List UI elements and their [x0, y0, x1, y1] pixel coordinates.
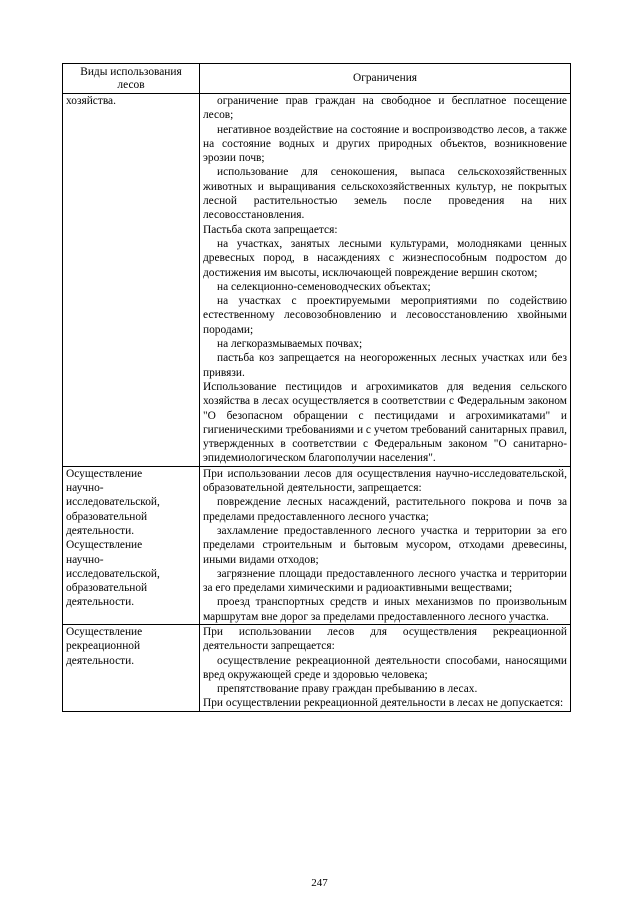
forest-use-type-line: Осуществление — [66, 625, 143, 638]
table-body — [63, 94, 571, 712]
forest-use-type-line: исследовательской, — [66, 567, 160, 580]
header-forest-use-types: Виды использования лесов — [63, 64, 200, 94]
forest-use-type-cell — [63, 466, 200, 624]
forest-use-type-line: деятельности. — [66, 596, 135, 609]
restriction-paragraph: При использовании лесов для осуществления рекреационной деятельности запрещается: — [203, 625, 567, 653]
restriction-paragraph: на участках с проектируемыми мероприятиями по содействию естественному лесовозобновлению и лесовосстановлению хвойными породами; — [203, 295, 567, 336]
restriction-paragraph: на участках, занятых лесными культурами, молодняками ценных древесных пород, в насаждениях с жизнеспособным подростом до достижения им высоты, исключающей повреждение вершин скотом; — [203, 237, 567, 279]
restrictions-cell — [200, 466, 571, 624]
forest-use-type-line: исследовательской, — [66, 496, 160, 509]
forest-use-type-line: рекреационной — [66, 640, 141, 653]
forest-use-type-cell — [63, 624, 200, 711]
forest-use-type-line: деятельности. — [66, 654, 135, 667]
restriction-paragraph: препятствование праву граждан пребыванию в лесах. — [217, 683, 478, 696]
restriction-paragraph: осуществление рекреационной деятельности способами, наносящими вред окружающей среде и здоровью человека; — [203, 654, 567, 681]
restriction-paragraph: Использование пестицидов и агрохимикатов для ведения сельского хозяйства в лесах осуществляется в соответствии с Федеральным законом "О безопасном обращении с пестицидами и агрохимикатами" и гигиеническими требованиями и с учетом требований санитарных правил, утвержденных в соответствии с Федеральным законом "О санитарно-эпидемиологическом благополучии населения". — [203, 380, 567, 465]
forest-use-type-cell — [63, 94, 200, 467]
forest-use-type-line: хозяйства. — [66, 95, 116, 107]
forest-use-type-line: образовательной — [66, 582, 148, 595]
forest-use-type-line: образовательной — [66, 510, 148, 523]
restrictions-cell — [200, 624, 571, 711]
restrictions-table — [62, 63, 571, 712]
forest-use-type-line: Осуществление — [66, 539, 143, 552]
restrictions-cell — [200, 94, 571, 467]
restriction-paragraph: ограничение прав граждан на свободное и бесплатное посещение лесов; — [203, 95, 567, 122]
restriction-paragraph: негативное воздействие на состояние и воспроизводство лесов, а также на состояние водных и других природных объектов, возникновение эрозии почв; — [203, 123, 567, 165]
restriction-paragraph: пастьба коз запрещается на неогороженных лесных участках или без привязи. — [203, 352, 567, 379]
header-restrictions: Ограничения — [200, 64, 571, 94]
restriction-paragraph: При осуществлении рекреационной деятельности в лесах не допускается: — [203, 697, 564, 710]
page-number: 247 — [311, 877, 328, 889]
restriction-paragraph: использование для сенокошения, выпаса сельскохозяйственных животных и выращивания сельскохозяйственных культур, не покрытых лесной растительностью земель после проведения на них лесовосстановления. — [203, 166, 567, 222]
forest-use-type-line: научно- — [66, 482, 104, 495]
table-header-row — [63, 64, 571, 94]
restriction-paragraph: повреждение лесных насаждений, растительного покрова и почв за пределами предоставленного лесного участка; — [203, 496, 567, 523]
table-row — [63, 466, 571, 624]
restriction-paragraph: Пастьба скота запрещается: — [203, 223, 338, 236]
forest-use-type-line: научно- — [66, 553, 104, 566]
restriction-paragraph: на легкоразмываемых почвах; — [217, 338, 363, 351]
forest-use-type-line: деятельности. — [66, 524, 135, 537]
table-row — [63, 624, 571, 711]
restriction-paragraph: на селекционно-семеноводческих объектах; — [217, 280, 431, 293]
restriction-paragraph: загрязнение площади предоставленного лесного участка и территории за его пределами химическими и радиоактивными веществами; — [203, 567, 567, 595]
restriction-paragraph: проезд транспортных средств и иных механизмов по произвольным маршрутам вне дорог за пределами предоставленного лесного участка. — [203, 596, 567, 623]
restriction-paragraph: захламление предоставленного лесного участка и территории за его пределами строительным и бытовым мусором, отходами древесины, иными видами отходов; — [203, 524, 567, 566]
table-row — [63, 94, 571, 467]
restriction-paragraph: При использовании лесов для осуществления научно-исследовательской, образовательной деятельности, запрещается: — [203, 467, 567, 495]
forest-use-type-line: Осуществление — [66, 467, 143, 480]
